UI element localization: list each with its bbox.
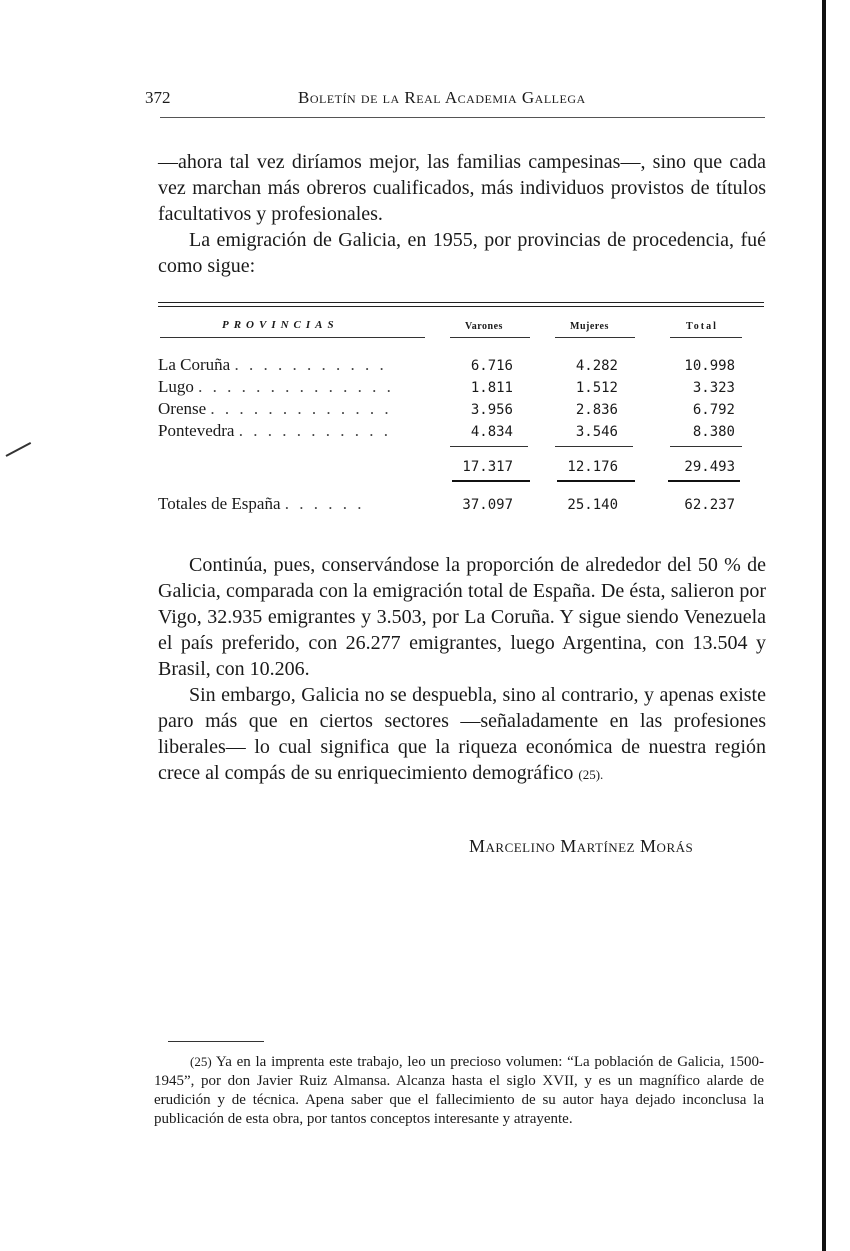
spain-total-mujeres: 25.140 [567,497,618,513]
subtotal-rule [670,446,742,447]
subtotal-underline [557,480,635,482]
header-total: Total [686,321,718,332]
footnote-text: Ya en la imprenta este trabajo, leo un precioso volumen: “La población de Galicia, 1500-1945”, por don Javier Ruiz Almansa. Alcanza hasta el siglo XVII, y es un magnífico alarde de erudición y de técnica. Apena saber que el fallecimiento de su autor haya dejado inconclusa la publicación de esta obra, por tantos conceptos interesante y atrayente. [154,1054,765,1127]
header-varones: Varones [465,321,503,332]
running-head [145,88,765,112]
spain-total-varones: 37.097 [462,497,513,513]
table-row-label: La Coruña . . . . . . . . . . . [158,355,387,374]
margin-pencil-mark [6,442,32,457]
scan-edge-line [822,0,826,1251]
table-row-label: Pontevedra . . . . . . . . . . . [158,421,391,440]
cell-varones: 1.811 [470,380,513,396]
spain-total-label: Totales de España . . . . . . [158,494,365,513]
journal-title: Boletín de la Real Academia Gallega [298,88,586,107]
col-rule-provincias [160,337,425,338]
page-number: 372 [145,88,171,107]
cell-mujeres: 2.836 [575,402,618,418]
header-rule [160,117,765,118]
col-rule-total [670,337,742,338]
paragraph-3: Continúa, pues, conservándose la proporción de alrededor del 50 % de Galicia, comparada con la emigración total de España. De ésta, salieron por Vigo, 32.935 emigrantes y 3.503, por La Coruña. Y sigue siendo Venezuela el país preferido, con 26.277 emigrantes, luego Argentina, con 13.504 y Brasil, con 10.206. [158,554,766,680]
spain-total-total: 62.237 [684,497,735,513]
paragraph-1: —ahora tal vez diríamos mejor, las familias campesinas—, sino que cada vez marchan más obreros cualificados, más individuos provistos de títulos facultativos y profesionales. [158,151,766,225]
subtotal-total: 29.493 [684,459,735,475]
closing-text [158,552,766,788]
paragraph-4: Sin embargo, Galicia no se despuebla, sino al contrario, y apenas existe paro más que en ciertos sectores —señaladamente en las profesiones liberales— lo cual significa que la riqueza económica de nuestra región crece al compás de su enriquecimiento demográfico (25). [158,684,766,784]
cell-mujeres: 3.546 [575,424,618,440]
subtotal-mujeres: 12.176 [567,459,618,475]
header-mujeres: Mujeres [570,321,609,332]
table-top-rule [158,302,764,303]
cell-total: 3.323 [692,380,735,396]
footnote-rule [168,1041,264,1042]
footnote-reference: (25). [578,767,604,782]
subtotal-rule [555,446,633,447]
col-rule-mujeres [555,337,635,338]
cell-mujeres: 4.282 [575,358,618,374]
footnote-marker: (25) [190,1054,212,1069]
author-signature: Marcelino Martínez Morás [469,836,694,856]
intro-text [158,149,766,279]
table-top-rule-2 [158,306,764,307]
cell-total: 10.998 [684,358,735,374]
cell-total: 8.380 [692,424,735,440]
cell-varones: 3.956 [470,402,513,418]
subtotal-rule [450,446,528,447]
cell-varones: 4.834 [470,424,513,440]
subtotal-varones: 17.317 [462,459,513,475]
col-rule-varones [450,337,530,338]
paragraph-2: La emigración de Galicia, en 1955, por provincias de procedencia, fué como sigue: [158,229,766,277]
cell-varones: 6.716 [470,358,513,374]
table-row-label: Orense . . . . . . . . . . . . . [158,399,392,418]
cell-mujeres: 1.512 [575,380,618,396]
footnote [154,1052,764,1129]
subtotal-underline [452,480,530,482]
table-row-label: Lugo . . . . . . . . . . . . . . [158,377,394,396]
cell-total: 6.792 [692,402,735,418]
header-provincias: PROVINCIAS [222,319,339,331]
subtotal-underline [668,480,740,482]
